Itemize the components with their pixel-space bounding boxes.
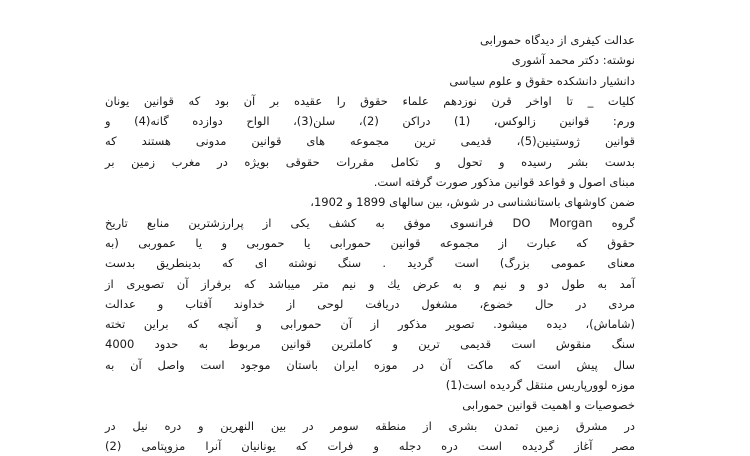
paragraph-2-line-6: مردی در حال خضوع، مشغول دریافت لوحی از خداوند آفتاب و عدالت [105, 296, 635, 311]
paragraph-1-line-5: مبنای اصول و قواعد قوانین مذکور صورت گرفته است. [373, 175, 635, 190]
paragraph-1-line-4: بدست بشر رسیده و تحول و تکامل مقررات حقوقی بویژه در مغرب زمین بر [105, 154, 635, 169]
paragraph-2-line-9: سال پیش است که ماکت آن در موزه ایران باستان موجود است واصل آن به [105, 357, 635, 372]
section-heading: خصوصیات و اهمیت قوانین حمورابی [462, 398, 635, 413]
paragraph-3-line-1: در مشرق زمین تمدن بشری از منطقه سومر در بین النهرین و دره نیل در [105, 418, 635, 433]
paragraph-2-line-10: موزه لوورپاریس منتقل گردیده است(1) [445, 378, 635, 393]
paragraph-1-line-3: قوانین ژوستینین(5)، قدیمی ترین مجموعه های قوانین مدونی هستند که [105, 134, 636, 149]
paragraph-1-line-1: کلیات _ تا اواخر قرن نوزدهم علماء حقوق را عقیده بر آن بود که قوانین یونان [105, 93, 635, 108]
document-title: عدالت کیفری از دیدگاه حمورابی [480, 33, 635, 47]
paragraph-1-line-2: ورم: قوانین زالوکس، (1) دراکن (2)، سلن(3)، الواح دوازده گانه(4) و [105, 114, 636, 129]
paragraph-2-line-2: گروه DO Morgan فرانسوی موفق به کشف یکی از پرارزشترین منابع تاریخ [105, 215, 636, 230]
paragraph-2-line-3: حقوق که عبارت از مجموعه قوانین حمورابی یا حموربی و یا عموربی (به [105, 235, 635, 250]
affiliation-line: دانشیار دانشکده حقوق و علوم سیاسی [449, 73, 635, 88]
paragraph-2-line-1: ضمن کاوشهای باستانشناسی در شوش، بین سالهای 1899 و 1902، [310, 195, 635, 210]
paragraph-3-line-2: مصر آغاز گردیده است دره دجله و فرات که یونانیان آنرا مزوپتامی (2) [105, 438, 635, 453]
paragraph-2-line-5: آمد به طول دو و نیم و به عرض یك و نیم متر میباشد که برفراز آن تصویری از [105, 276, 635, 291]
paragraph-2-line-4: معنای عمومی بزرگ) است گردید . سنگ نوشته ای که بدینطریق بدست [105, 256, 635, 271]
paragraph-2-line-7: (شاماش)، دیده میشود. تصویر مذکور از آن حمورابی و آنچه که براین تخته [105, 317, 635, 332]
paragraph-2-line-8: سنگ منقوش است قدیمی ترین و کاملترین قوانین مربوط به حدود 4000 [105, 337, 635, 352]
author-line: نوشته: دکتر محمد آشوری [511, 53, 635, 68]
document-text [105, 30, 635, 456]
